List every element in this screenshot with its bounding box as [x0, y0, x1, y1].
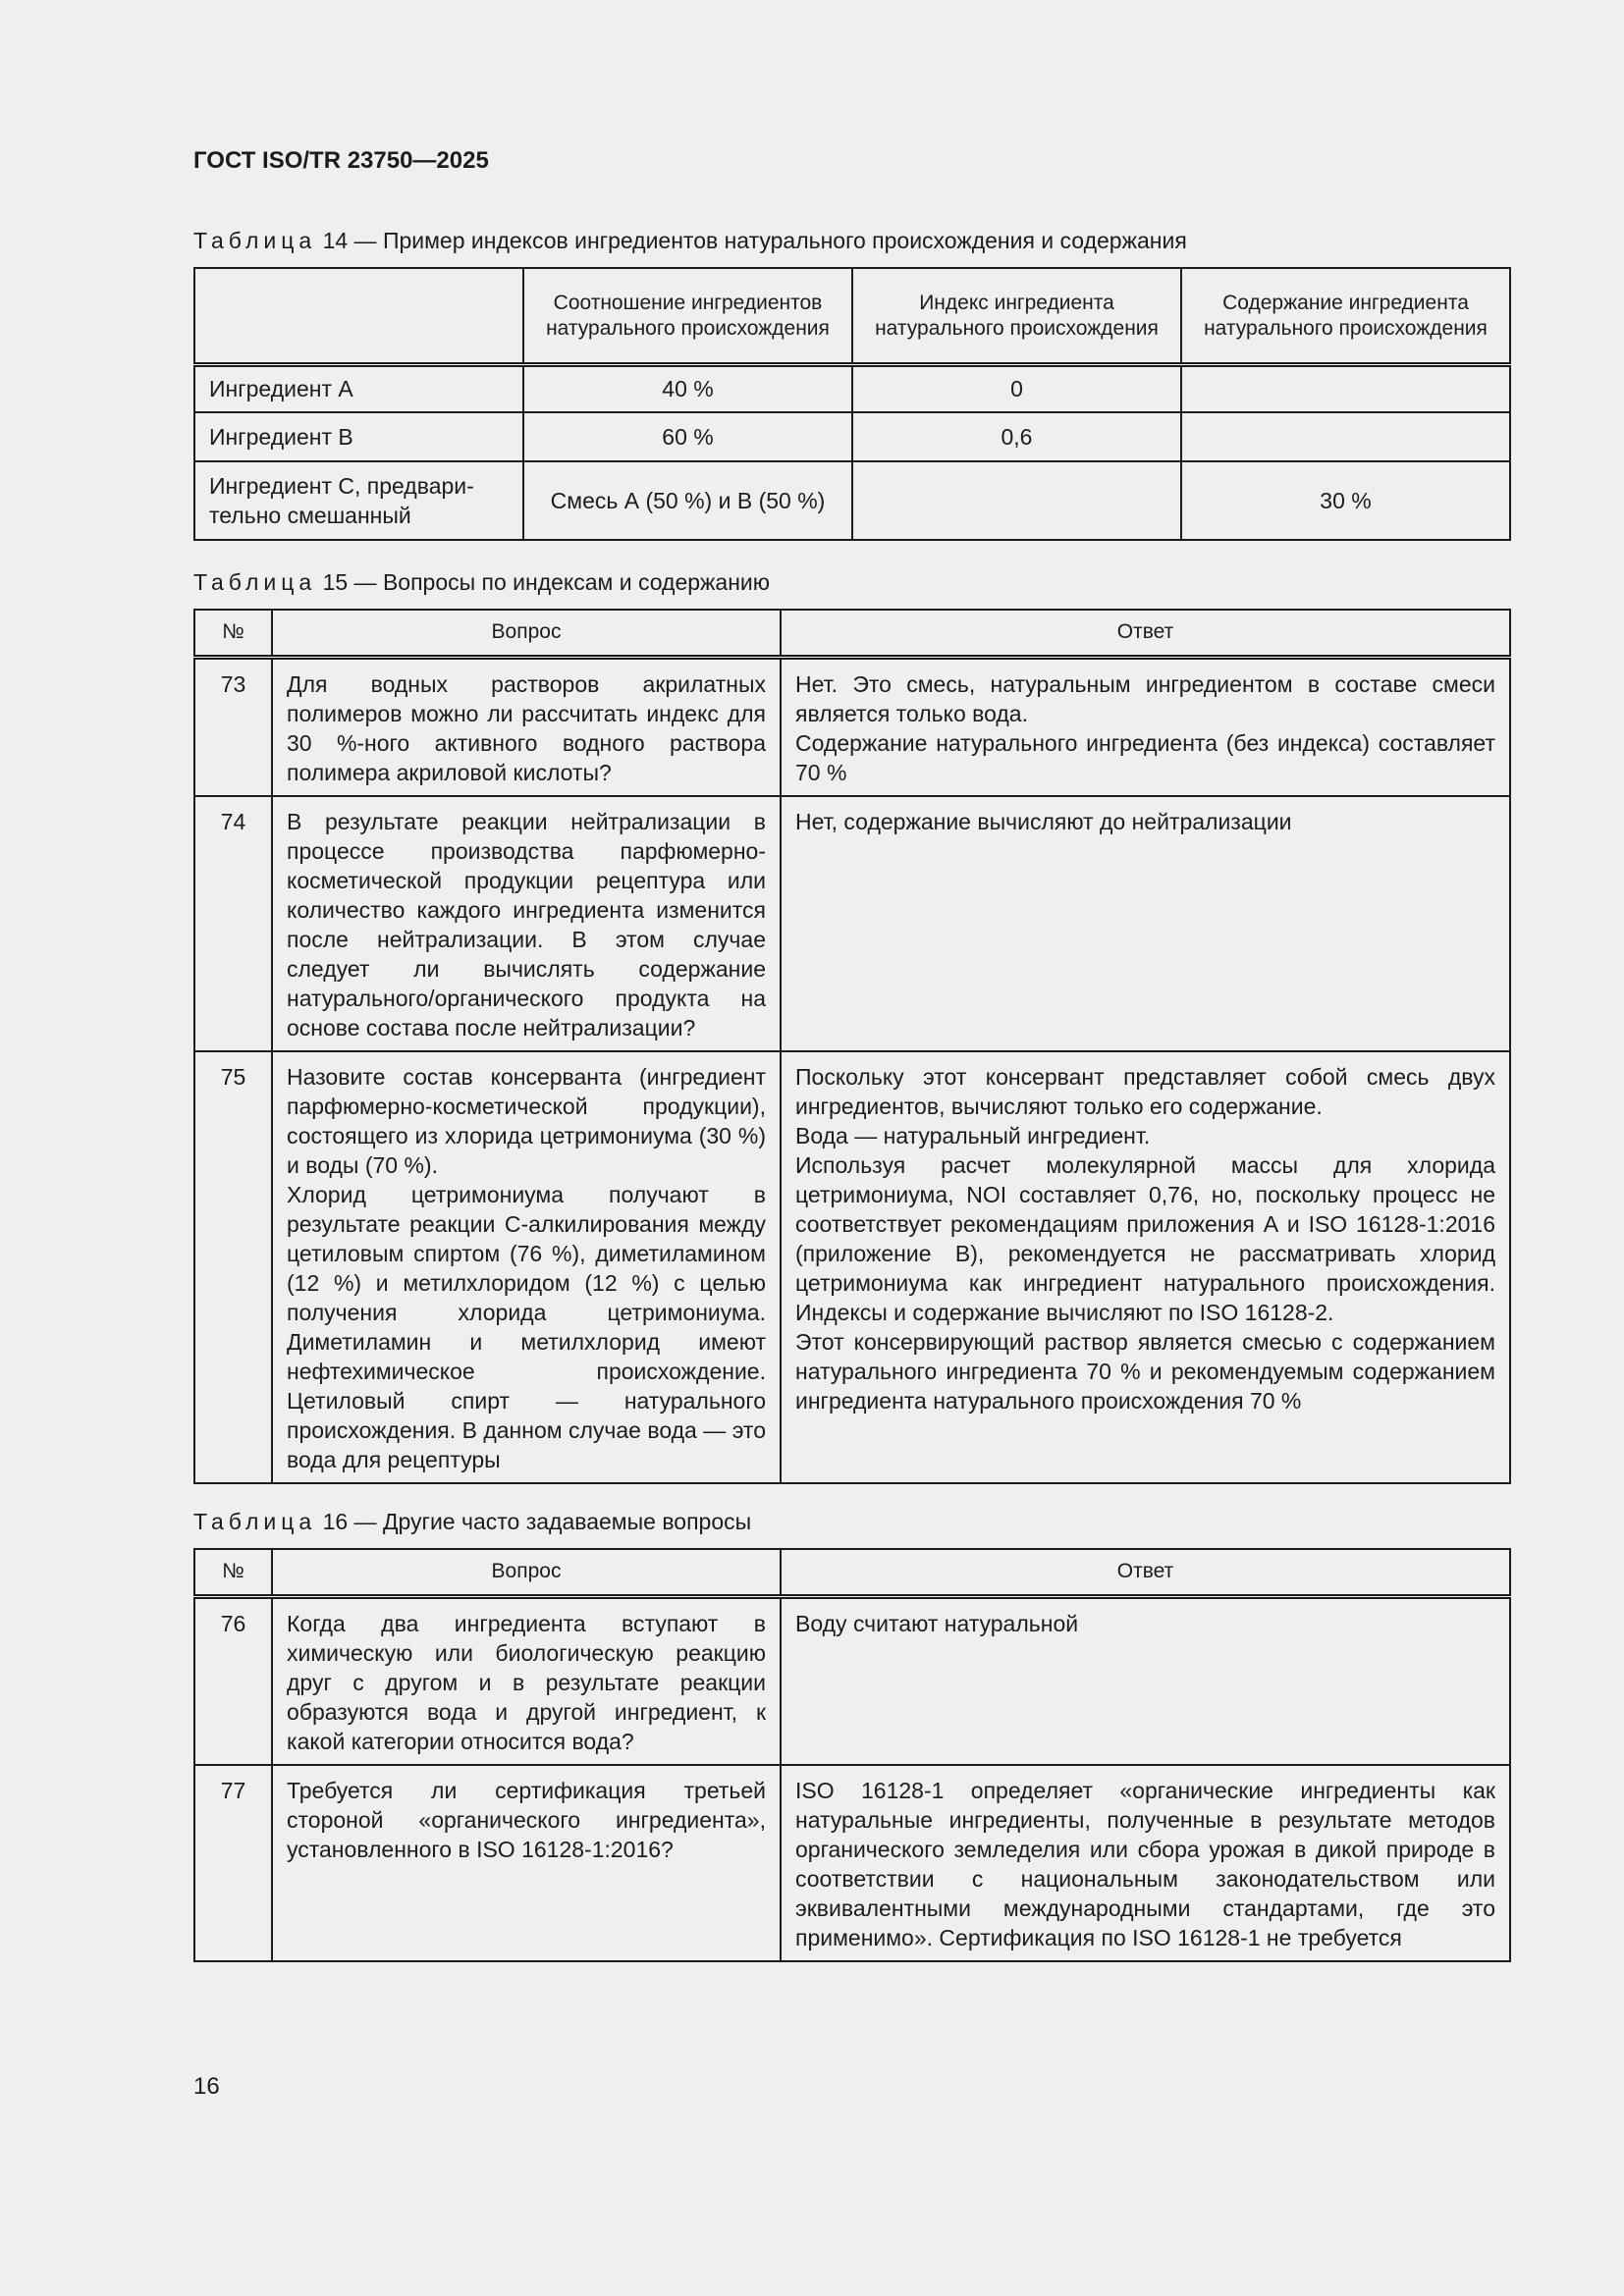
ingredient-name-cell: Ингредиент А [194, 364, 523, 412]
column-header-index: Индекс ингредиента натурального происхождения [852, 268, 1181, 364]
column-header-number: № [194, 1549, 272, 1596]
document-header: ГОСТ ISO/TR 23750—2025 [193, 147, 489, 174]
table-row [194, 1596, 1510, 1765]
answer-cell: ISO 16128-1 определяет «органические ингредиенты как натуральные ингредиенты, полученные в результате методов органического земледелия или сбора урожая в дикой природе в соответствии с национальным законодательством или эквивалентными международными стандартами, где это применимо». Сертификация по ISO 16128-1 не требуется [781, 1765, 1510, 1961]
column-header-question: Вопрос [272, 1549, 781, 1596]
question-number-cell: 74 [194, 796, 272, 1051]
ratio-cell: Смесь А (50 %) и В (50 %) [523, 461, 852, 540]
answer-cell: Поскольку этот консервант представляет собой смесь двух ингредиентов, вычисляют только его содержание. Вода — натуральный ингредиент. Используя расчет молекулярной массы для хлорида цетримониума, NOI составляет 0,76, но, поскольку процесс не соответствует рекомендациям приложения А и ISO 16128-1:2016 (приложение В), рекомендуется не рассматривать хлорид цетримониума как ингредиент натурального происхождения. Индексы и содержание вычисляют по ISO 16128-2. Этот консервирующий раствор является смесью с содержанием натурального ингредиента 70 % и рекомендуемым содержанием ингредиента натурального происхождения 70 % [781, 1051, 1510, 1483]
table-row [194, 796, 1510, 1051]
table-header-row [194, 610, 1510, 657]
index-cell: 0,6 [852, 412, 1181, 461]
content-cell [1181, 412, 1510, 461]
column-header [194, 268, 523, 364]
table-caption-lead: Таблица [193, 228, 317, 253]
ratio-cell: 40 % [523, 364, 852, 412]
column-header-content: Содержание ингредиента натурального происхождения [1181, 268, 1510, 364]
index-cell: 0 [852, 364, 1181, 412]
question-number-cell: 77 [194, 1765, 272, 1961]
table-caption-text: 16 — Другие часто задаваемые вопросы [316, 1509, 752, 1534]
question-cell: Для водных растворов акрилатных полимеров можно ли рассчитать индекс для 30 %-ного активного водного раствора полимера акриловой кислоты? [272, 657, 781, 796]
question-cell: Требуется ли сертификация третьей стороной «органического ингредиента», установленного в ISO 16128-1:2016? [272, 1765, 781, 1961]
ratio-cell: 60 % [523, 412, 852, 461]
content-cell: 30 % [1181, 461, 1510, 540]
question-number-cell: 76 [194, 1596, 272, 1765]
answer-cell: Нет. Это смесь, натуральным ингредиентом в составе смеси является только вода. Содержание натурального ингредиента (без индекса) составляет 70 % [781, 657, 1510, 796]
question-number-cell: 73 [194, 657, 272, 796]
table-row [194, 412, 1510, 461]
table-header-row [194, 268, 1510, 364]
ingredient-name-cell: Ингредиент В [194, 412, 523, 461]
column-header-number: № [194, 610, 272, 657]
content-cell [1181, 364, 1510, 412]
table-caption-text: 15 — Вопросы по индексам и содержанию [316, 569, 771, 595]
table-15-caption [193, 569, 770, 596]
table-row [194, 1051, 1510, 1483]
column-header-answer: Ответ [781, 1549, 1510, 1596]
table-15 [193, 609, 1511, 1484]
page-number: 16 [193, 2073, 220, 2100]
question-cell: В результате реакции нейтрализации в процессе производства парфюмерно-косметической продукции рецептура или количество каждого ингредиента изменится после нейтрализации. В этом случае следует ли вычислять содержание натурального/органического продукта на основе состава после нейтрализации? [272, 796, 781, 1051]
table-caption-lead: Таблица [193, 1509, 317, 1534]
table-row [194, 657, 1510, 796]
question-cell: Назовите состав консерванта (ингредиент парфюмерно-косметической продукции), состоящего из хлорида цетримониума (30 %) и воды (70 %). Хлорид цетримониума получают в результате реакции С-алкилирования между цетиловым спиртом (76 %), диметиламином (12 %) и метилхлоридом (12 %) с целью получения хлорида цетримониума. Диметиламин и метилхлорид имеют нефтехимическое происхождение. Цетиловый спирт — натурального происхождения. В данном случае вода — это вода для рецептуры [272, 1051, 781, 1483]
answer-cell: Воду считают натуральной [781, 1596, 1510, 1765]
table-14 [193, 267, 1511, 541]
table-caption-lead: Таблица [193, 569, 317, 595]
index-cell [852, 461, 1181, 540]
table-16 [193, 1548, 1511, 1962]
column-header-answer: Ответ [781, 610, 1510, 657]
answer-cell: Нет, содержание вычисляют до нейтрализации [781, 796, 1510, 1051]
table-row [194, 461, 1510, 540]
column-header-ratio: Соотношение ингредиентов натурального происхождения [523, 268, 852, 364]
question-cell: Когда два ингредиента вступают в химическую или биологическую реакцию друг с другом и в результате реакции образуются вода и другой ингредиент, к какой категории относится вода? [272, 1596, 781, 1765]
question-number-cell: 75 [194, 1051, 272, 1483]
table-14-caption [193, 228, 1187, 254]
ingredient-name-cell: Ингредиент С, предвари-тельно смешанный [194, 461, 523, 540]
column-header-question: Вопрос [272, 610, 781, 657]
table-16-caption [193, 1509, 751, 1535]
table-header-row [194, 1549, 1510, 1596]
table-caption-text: 14 — Пример индексов ингредиентов натурального происхождения и содержания [316, 228, 1187, 253]
table-row [194, 364, 1510, 412]
table-row [194, 1765, 1510, 1961]
